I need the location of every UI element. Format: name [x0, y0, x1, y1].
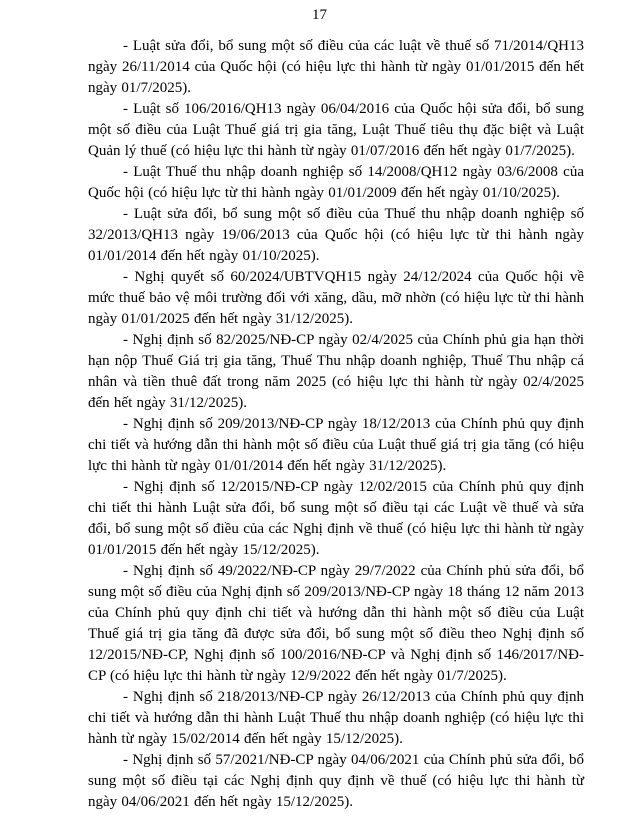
paragraph-law-71-2014: - Luật sửa đổi, bổ sung một số điều của các luật về thuế số 71/2014/QH13 ngày 26/11/2014 của Quốc hội (có hiệu lực thi hành từ ngày 01/01/2015 đến hết ngày 01/7/2025). — [88, 38, 584, 96]
paragraph-decree-57-2021: - Nghị định số 57/2021/NĐ-CP ngày 04/06/2021 của Chính phủ sửa đổi, bổ sung một số điều tại các Nghị định quy định về thuế (có hiệu lực thi hành từ ngày 04/06/2021 đến hết ngày 15/12/2025). — [88, 752, 584, 810]
paragraph-decree-209-2013: - Nghị định số 209/2013/NĐ-CP ngày 18/12/2013 của Chính phủ quy định chi tiết và hướng dẫn thi hành một số điều của Luật thuế giá trị gia tăng (có hiệu lực thi hành từ ngày 01/01/2014 đến hết ngày 31/12/2025). — [88, 416, 584, 474]
paragraph-law-106-2016: - Luật số 106/2016/QH13 ngày 06/04/2016 của Quốc hội sửa đổi, bổ sung một số điều của Luật Thuế giá trị gia tăng, Luật Thuế tiêu thụ đặc biệt và Luật Quản lý thuế (có hiệu lực thi hành từ ngày 01/07/2016 đến hết ngày 01/7/2025). — [88, 101, 584, 159]
page-number: 17 — [312, 7, 327, 23]
document-body — [88, 36, 584, 813]
paragraph-decree-49-2022: - Nghị định số 49/2022/NĐ-CP ngày 29/7/2022 của Chính phủ sửa đổi, bổ sung một số điều của Nghị định số 209/2013/NĐ-CP ngày 18 tháng 12 năm 2013 của Chính phủ quy định chi tiết và hướng dẫn thi hành một số điều của Luật Thuế giá trị gia tăng đã được sửa đổi, bổ sung một số điều theo Nghị định số 12/2015/NĐ-CP, Nghị định số 100/2016/NĐ-CP và Nghị định số 146/2017/NĐ-CP (có hiệu lực thi hành từ ngày 12/9/2022 đến hết ngày 01/7/2025). — [88, 563, 584, 684]
paragraph-resolution-60-2024: - Nghị quyết số 60/2024/UBTVQH15 ngày 24/12/2024 của Quốc hội về mức thuế bảo vệ môi trường đối với xăng, dầu, mỡ nhờn (có hiệu lực từ thi hành ngày 01/01/2025 đến hết ngày 31/12/2025). — [88, 269, 584, 327]
paragraph-decree-218-2013: - Nghị định số 218/2013/NĐ-CP ngày 26/12/2013 của Chính phủ quy định chi tiết và hướng dẫn thi hành Luật Thuế thu nhập doanh nghiệp (có hiệu lực thi hành từ ngày 15/02/2014 đến hết ngày 15/12/2025). — [88, 689, 584, 747]
paragraph-law-32-2013: - Luật sửa đổi, bổ sung một số điều của Thuế thu nhập doanh nghiệp số 32/2013/QH13 ngày 19/06/2013 của Quốc hội (có hiệu lực từ thi hành ngày 01/01/2014 đến hết ngày 01/10/2025). — [88, 206, 584, 264]
paragraph-decree-12-2015: - Nghị định số 12/2015/NĐ-CP ngày 12/02/2015 của Chính phủ quy định chi tiết thi hành Luật sửa đổi, bổ sung một số điều tại các Luật về thuế và sửa đổi, bổ sung một số điều của các Nghị định về thuế (có hiệu lực thi hành từ ngày 01/01/2015 đến hết ngày 15/12/2025). — [88, 479, 584, 558]
paragraph-decree-82-2025: - Nghị định số 82/2025/NĐ-CP ngày 02/4/2025 của Chính phủ gia hạn thời hạn nộp Thuế Giá trị gia tăng, Thuế Thu nhập doanh nghiệp, Thuế Thu nhập cá nhân và tiền thuê đất trong năm 2025 (có hiệu lực thi hành từ ngày 02/4/2025 đến hết ngày 31/12/2025). — [88, 332, 584, 411]
paragraph-law-14-2008: - Luật Thuế thu nhập doanh nghiệp số 14/2008/QH12 ngày 03/6/2008 của Quốc hội (có hiệu lực từ thi hành ngày 01/01/2009 đến hết ngày 01/10/2025). — [88, 164, 584, 201]
